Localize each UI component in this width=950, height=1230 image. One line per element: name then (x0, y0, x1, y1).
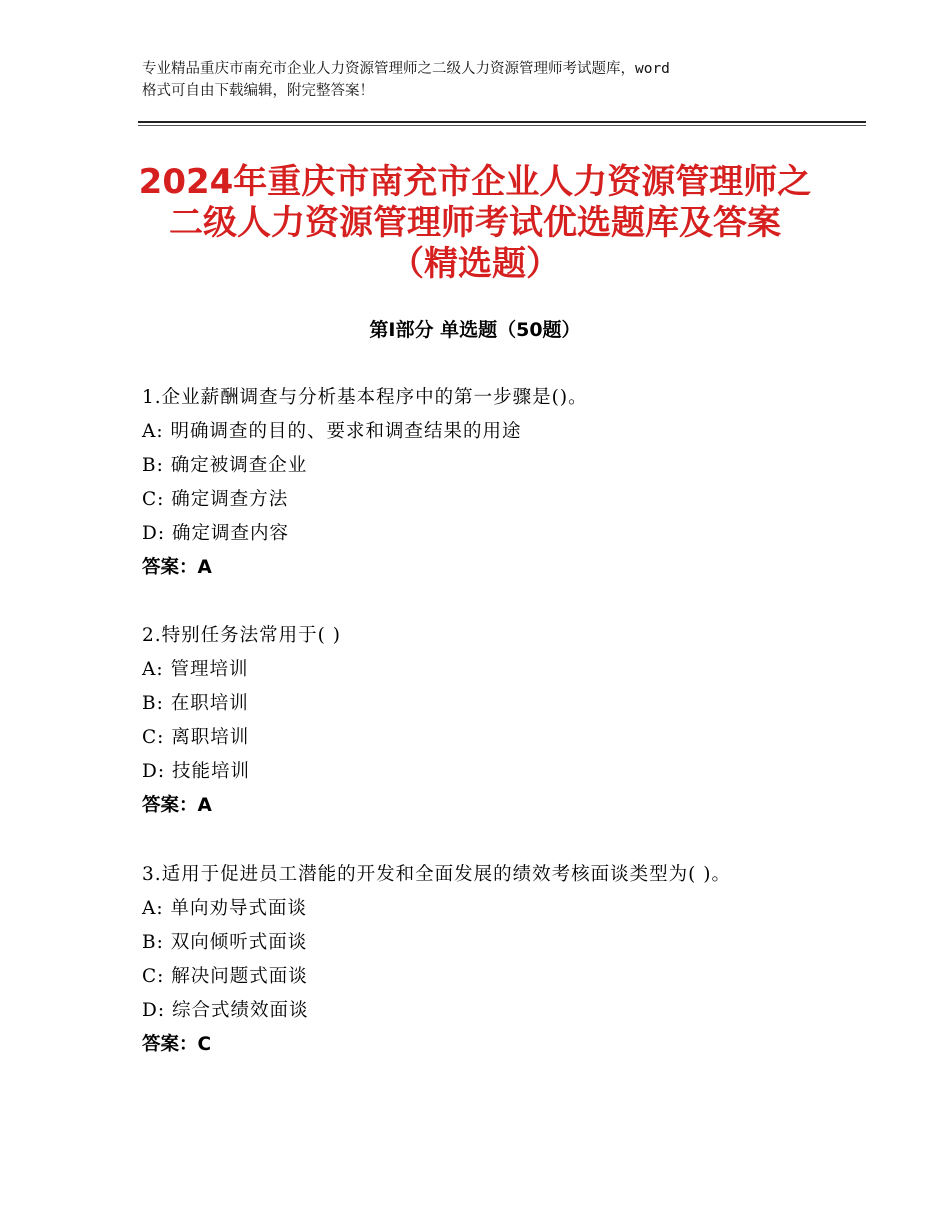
answer: 答案：C (142, 1034, 212, 1055)
question-stem: 1.企业薪酬调查与分析基本程序中的第一步骤是()。 (142, 387, 588, 408)
option-a: A: 单向劝导式面谈 (142, 898, 307, 919)
title-line-1: 2024年重庆市南充市企业人力资源管理师之 (138, 162, 812, 202)
option-b: B: 在职培训 (142, 693, 249, 714)
answer: 答案：A (142, 795, 212, 816)
title-line-3: （精选题） (390, 244, 560, 284)
question-2 (142, 619, 862, 823)
title-line-2: 二级人力资源管理师考试优选题库及答案 (169, 203, 781, 243)
option-c: C: 解决问题式面谈 (142, 966, 308, 987)
option-c: C: 确定调查方法 (142, 489, 289, 510)
option-d: D: 技能培训 (142, 761, 250, 782)
option-d: D: 综合式绩效面谈 (142, 1000, 309, 1021)
option-a: A: 明确调查的目的、要求和调查结果的用途 (142, 421, 522, 442)
header-note (142, 58, 822, 102)
document-title (100, 162, 850, 285)
option-b: B: 确定被调查企业 (142, 455, 308, 476)
header-rule-thin (138, 125, 866, 126)
option-d: D: 确定调查内容 (142, 523, 289, 544)
option-b: B: 双向倾听式面谈 (142, 932, 308, 953)
question-3 (142, 858, 862, 1062)
question-stem: 2.特别任务法常用于( ) (142, 625, 341, 646)
answer: 答案：A (142, 557, 212, 578)
header-note-line-1: 专业精品重庆市南充市企业人力资源管理师之二级人力资源管理师考试题库，word (142, 61, 670, 77)
header-note-line-2: 格式可自由下载编辑，附完整答案！ (142, 83, 374, 99)
option-a: A: 管理培训 (142, 659, 249, 680)
section-heading: 第Ⅰ部分 单选题（50题） (369, 319, 581, 341)
option-c: C: 离职培训 (142, 727, 250, 748)
question-1 (142, 381, 862, 585)
question-stem: 3.适用于促进员工潜能的开发和全面发展的绩效考核面谈类型为( )。 (142, 864, 731, 885)
header-rule-thick (138, 121, 866, 123)
